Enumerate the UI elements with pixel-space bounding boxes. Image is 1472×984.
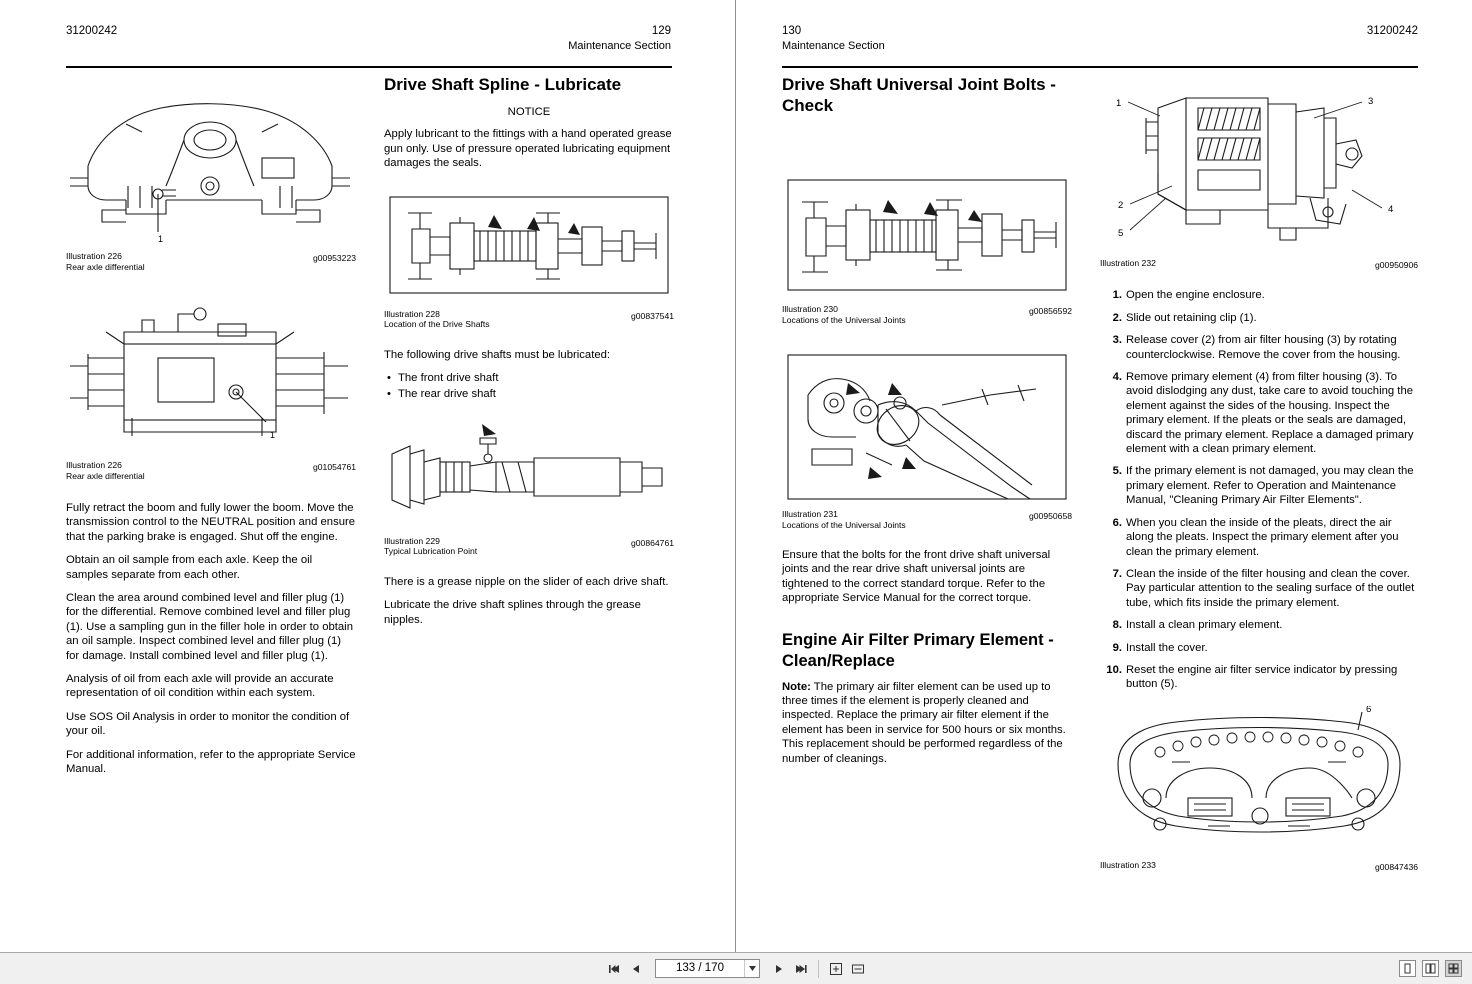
figure-universal-joint-locations-2 <box>782 349 1072 505</box>
right-header-pagenum-value: 130 <box>782 25 802 37</box>
air-filter-step-4: Remove primary element (4) from filter housing (3). To avoid dislodging any dust, take care to avoid touching the element against the sides of the housing. Inspect the primary element. If the pleats or the seals are damaged, discard the primary element. Replace a damaged primary element with a clean primary element. <box>1126 371 1414 456</box>
air-filter-step-7: Clean the inside of the filter housing and clean the cover. Pay particular attention to the sealing surface of the outlet tube, which fits inside the primary element. <box>1126 567 1415 609</box>
fig226a-id: g00953223 <box>312 253 356 263</box>
air-filter-step-6: When you clean the inside of the pleats, direct the air along the pleats. Inspect the primary element after you clean the primary element. <box>1126 516 1399 558</box>
right-page-column-2 <box>1100 78 1418 874</box>
previous-page-button[interactable] <box>627 959 645 979</box>
single-page-view-button[interactable] <box>1399 960 1416 977</box>
left-para-5: Use SOS Oil Analysis in order to monitor the condition of your oil. <box>66 710 350 738</box>
left-para-6: For additional information, refer to the appropriate Service Manual. <box>66 748 356 776</box>
figure-callout-1b: 1 <box>270 430 276 440</box>
right-header-rule <box>782 66 1418 68</box>
fig226a-title: Illustration 226 <box>66 251 122 261</box>
fig230-sub: Locations of the Universal Joints <box>782 314 906 325</box>
fig232-callout-1: 1 <box>1116 98 1122 109</box>
fig230-title: Illustration 230 <box>782 304 838 314</box>
page-right <box>736 0 1472 952</box>
fig232-title: Illustration 232 <box>1100 258 1156 268</box>
fig226b-title: Illustration 226 <box>66 460 122 470</box>
air-filter-step-3: Release cover (2) from air filter housing (3) by rotating counterclockwise. Remove the cover from the housing. <box>1126 334 1401 361</box>
left-header-pagenum <box>568 24 671 54</box>
page-dropdown-arrow[interactable] <box>744 960 759 977</box>
left-para-4: Analysis of oil from each axle will provide an accurate representation of oil condition within each system. <box>66 673 334 700</box>
air-filter-step-10: Reset the engine air filter service indicator by pressing button (5). <box>1126 663 1398 691</box>
figure-universal-joint-locations-1 <box>782 170 1072 300</box>
last-page-button[interactable] <box>792 959 810 979</box>
section-title-drive-shaft-spline: Drive Shaft Spline - Lubricate <box>384 75 622 94</box>
lube-para-1: There is a grease nipple on the slider of each drive shaft. <box>384 575 669 588</box>
viewer-toolbar <box>0 952 1472 984</box>
figure-caption-230 <box>782 304 1072 325</box>
fig231-id: g00950658 <box>1028 511 1072 521</box>
fig231-sub: Locations of the Universal Joints <box>782 519 906 530</box>
figure-caption-232 <box>1100 258 1418 272</box>
fig226b-sub: Rear axle differential <box>66 470 145 481</box>
figure-instrument-cluster <box>1100 706 1418 856</box>
left-page-column-1 <box>66 82 356 786</box>
fig232-callout-3: 3 <box>1368 96 1374 107</box>
drive-shaft-bullet-1: • The front drive shaft <box>398 371 674 385</box>
fig232-callout-4: 4 <box>1388 204 1394 215</box>
air-filter-note-label: Note: <box>782 680 811 693</box>
left-para-1: Fully retract the boom and fully lower the boom. Move the transmission control to the NEUTRAL position and ensure that the parking brake is engaged. Shut off the engine. <box>66 502 356 543</box>
left-header-pagenum-value: 129 <box>651 25 671 37</box>
left-header-rule <box>66 66 672 68</box>
figure-callout-1: 1 <box>158 234 164 244</box>
fig226b-id: g01054761 <box>312 462 356 472</box>
fig233-id: g00847436 <box>1374 861 1418 872</box>
fig232-callout-2: 2 <box>1118 200 1124 211</box>
fig229-title: Illustration 229 <box>384 535 440 546</box>
fig233-callout-6: 6 <box>1366 705 1372 715</box>
drive-shaft-intro: The following drive shafts must be lubricated: <box>384 348 611 361</box>
notice-body: Apply lubricant to the fittings with a hand operated grease gun only. Use of pressure operated lubricating equipment damages the seals. <box>384 128 672 170</box>
next-page-button[interactable] <box>770 959 788 979</box>
drive-shaft-bullets <box>384 371 674 402</box>
air-filter-step-2: Slide out retaining clip (1). <box>1126 311 1257 324</box>
fig229-sub: Typical Lubrication Point <box>384 546 478 557</box>
figure-typical-lubrication-point <box>384 412 674 532</box>
right-header-pagenum <box>782 24 885 54</box>
figure-caption-226b <box>66 460 356 481</box>
air-filter-step-5: If the primary element is not damaged, you may clean the primary element. Refer to Operation and Maintenance Manual, "Cleaning Primary Air Filter Elements". <box>1126 465 1414 507</box>
notice-heading: NOTICE <box>507 106 551 118</box>
figure-caption-233 <box>1100 860 1418 874</box>
fig231-title: Illustration 231 <box>782 509 838 519</box>
figure-caption-229 <box>384 536 674 557</box>
section-title-universal-joint-bolts: Drive Shaft Universal Joint Bolts - Check <box>782 75 1056 115</box>
facing-page-view-button[interactable] <box>1422 960 1439 977</box>
figure-caption-228 <box>384 309 674 330</box>
air-filter-step-9: Install the cover. <box>1126 641 1208 654</box>
fit-page-icon[interactable] <box>827 959 845 979</box>
section-title-air-filter-primary: Engine Air Filter Primary Element - Clean/Replace <box>782 630 1054 670</box>
left-right-col-body <box>384 575 674 627</box>
figure-drive-shaft-locations <box>384 185 674 305</box>
fig232-id: g00950906 <box>1374 260 1418 270</box>
fig228-title: Illustration 228 <box>384 308 440 319</box>
uj-bolt-paragraph: Ensure that the bolts for the front drive shaft universal joints and the rear drive shaft universal joints are tightened to the correct standard torque. Refer to the appropriate Service Manual for the correct torque. <box>782 549 1051 605</box>
left-header-docnum: 31200242 <box>66 25 118 37</box>
lube-para-2: Lubricate the drive shaft splines through the grease nipples. <box>384 599 641 626</box>
right-header-docnum: 31200242 <box>1366 25 1418 37</box>
figure-caption-231 <box>782 509 1072 530</box>
fig233-title: Illustration 233 <box>1100 859 1156 870</box>
fig226a-sub: Rear axle differential <box>66 261 145 272</box>
fig230-id: g00856592 <box>1028 306 1072 316</box>
fig232-callout-5: 5 <box>1118 228 1124 239</box>
left-col-body <box>66 501 356 777</box>
fig229-id: g00864761 <box>630 537 674 548</box>
fit-width-icon[interactable] <box>849 959 867 979</box>
first-page-button[interactable] <box>605 959 623 979</box>
figure-rear-axle-differential-2 <box>66 296 356 456</box>
toolbar-navigation <box>605 959 867 979</box>
fig228-id: g00837541 <box>630 310 674 321</box>
air-filter-note-body: The primary air filter element can be used up to three times if the element is properly cleaned and inspected. Replace the primary air filter element if the element has been in service for 500 hours or six months. This replacement should be performed regardless of the number of cleanings. <box>782 680 1066 765</box>
figure-rear-axle-differential-1 <box>66 82 356 247</box>
left-para-2: Obtain an oil sample from each axle. Keep the oil samples separate from each other. <box>66 554 313 581</box>
left-header-section: Maintenance Section <box>568 40 671 52</box>
toolbar-view-modes <box>1399 960 1462 977</box>
air-filter-step-1: Open the engine enclosure. <box>1126 289 1265 302</box>
right-page-column-1 <box>782 74 1072 775</box>
page-number-value[interactable]: 133 / 170 <box>676 962 724 974</box>
toolbar-separator <box>818 960 819 978</box>
grid-view-button[interactable] <box>1445 960 1462 977</box>
left-para-3: Clean the area around combined level and filler plug (1) for the differential. Remove combined level and filler plug (1). Use a sampling gun in the filler hole in order to obtain an oil sample. Inspect combined level and filler plug (1) for damage. Install combined level and filler plug (1). <box>66 592 353 662</box>
left-page-column-2 <box>384 74 674 636</box>
figure-air-filter-housing <box>1100 78 1418 254</box>
page-number-input[interactable] <box>655 959 760 978</box>
figure-caption-226a <box>66 251 356 272</box>
right-header-section: Maintenance Section <box>782 40 885 52</box>
fig228-sub: Location of the Drive Shafts <box>384 319 490 330</box>
air-filter-step-8: Install a clean primary element. <box>1126 619 1283 632</box>
air-filter-note <box>782 680 1072 766</box>
drive-shaft-bullet-2: • The rear drive shaft <box>398 387 674 401</box>
air-filter-steps <box>1100 288 1418 691</box>
page-left <box>0 0 736 952</box>
